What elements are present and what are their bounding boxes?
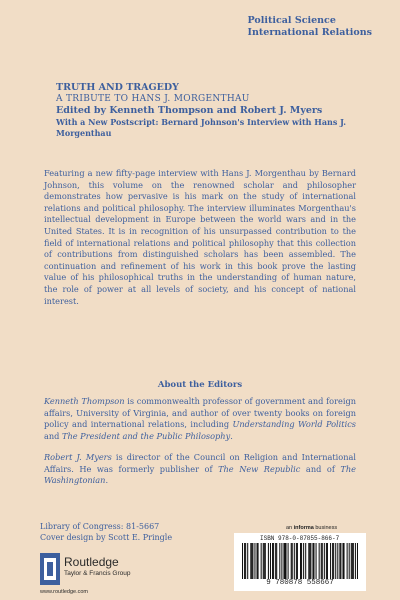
barcode-number: 9 780878 558667 xyxy=(266,579,334,587)
book-reference: Understanding World Politics xyxy=(232,419,356,430)
barcode-bars xyxy=(238,543,362,579)
editor-bio-myers xyxy=(44,452,356,487)
library-of-congress: Library of Congress: 81-5667 xyxy=(40,522,160,531)
book-title: TRUTH AND TRAGEDY xyxy=(56,82,179,93)
bio-text: . xyxy=(230,430,233,441)
book-subtitle: A TRIBUTE TO HANS J. MORGENTHAU xyxy=(56,94,250,104)
subject-line-1: Political Science xyxy=(247,15,336,26)
postscript-line: With a New Postscript: Bernard Johnson's Interview with Hans J. Morgenthau xyxy=(56,117,347,138)
bio-text: and of xyxy=(300,463,341,474)
publication-reference: The New Republic xyxy=(218,463,301,474)
editor-bio-thompson xyxy=(44,396,356,442)
publication-reference: The Washingtonian xyxy=(44,463,356,486)
subject-line-2: International Relations xyxy=(247,27,372,38)
publisher-name: Routledge xyxy=(64,555,119,569)
cover-design-credit: Cover design by Scott E. Pringle xyxy=(40,532,173,542)
book-description: Featuring a new fifty-page interview with Hans J. Morgenthau by Bernard Johnson, this volume on the renowned scholar and philosopher demonstrates how pervasive is his mark on the study of international relations and political philosophy. The interview illuminates Morgenthau's intellectual development in Europe between the world wars and in the United States. It is in recognition of his unsurpassed contribution to the field of international relations and political philosophy that this collection of contributions from distinguished scholars has been assembled. The continuation and refinement of his work in this book prove the lasting value of his philosophical truths in the understanding of human nature, the role of power at all levels of society, and his concept of national interest. xyxy=(44,168,356,306)
routledge-logo-icon xyxy=(40,553,60,585)
informa-prefix: an xyxy=(286,525,294,531)
publisher-url: www.routledge.com xyxy=(40,589,88,595)
editors-heading: About the Editors xyxy=(157,380,243,390)
bio-text: is director of the Council on Religion and International Affairs. He was formerly publisher of xyxy=(44,452,356,474)
editor-name: Robert J. Myers xyxy=(44,452,112,462)
informa-suffix: business xyxy=(313,525,338,531)
informa-brand: informa xyxy=(293,525,314,531)
bio-text: is commonwealth professor of government and foreign affairs, University of Virginia, and author of over twenty books on foreign policy and international relations, including xyxy=(44,396,356,430)
bio-text: . xyxy=(105,475,109,486)
publisher-group: Taylor & Francis Group xyxy=(64,570,131,577)
book-reference: The President and the Public Philosophy xyxy=(62,430,231,441)
editors-line: Edited by Kenneth Thompson and Robert J. Myers xyxy=(56,105,323,116)
bio-text: and xyxy=(44,430,62,441)
isbn-barcode xyxy=(234,533,366,591)
publisher-block xyxy=(40,553,200,589)
colophon xyxy=(40,522,172,543)
editor-name: Kenneth Thompson xyxy=(44,396,125,406)
title-block xyxy=(56,82,376,138)
isbn-label: ISBN 978-0-87855-866-7 xyxy=(260,535,340,542)
informa-tagline xyxy=(286,525,337,531)
subject-category xyxy=(248,15,372,39)
